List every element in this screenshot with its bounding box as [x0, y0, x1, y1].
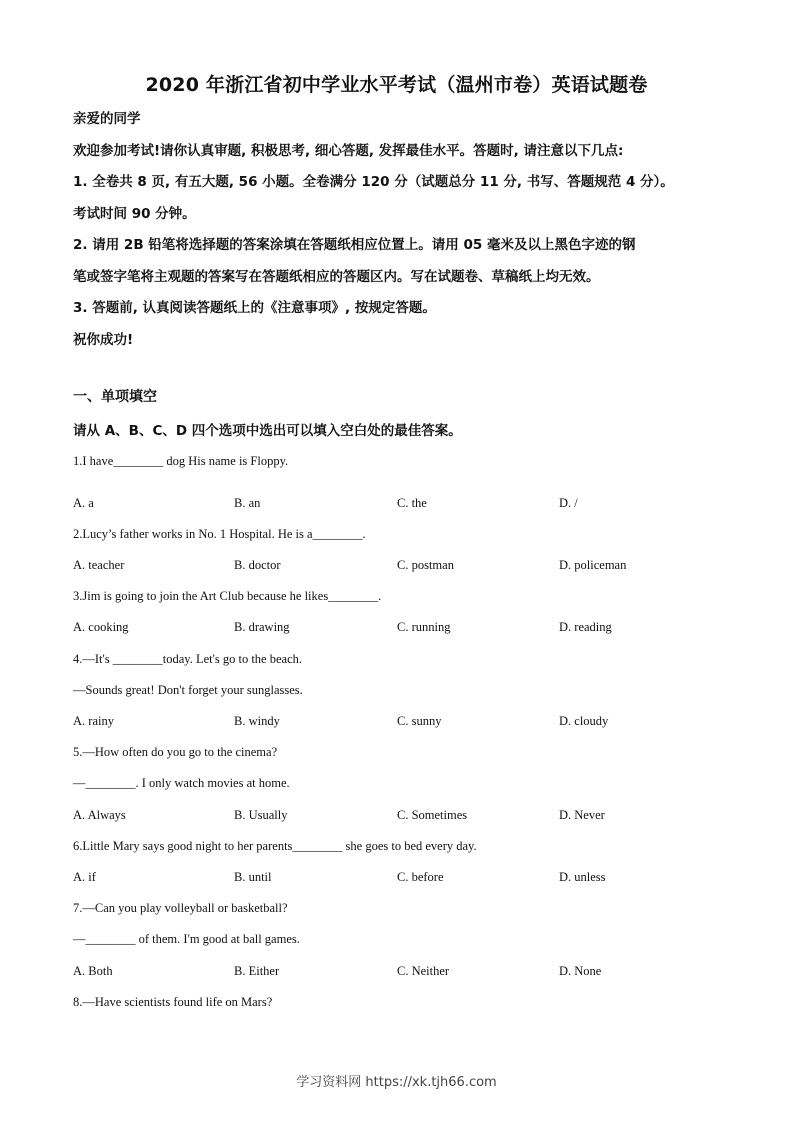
question-7-stem: 7.—Can you play volleyball or basketball?: [73, 901, 288, 915]
question-5-stem: 5.—How often do you go to the cinema?: [73, 745, 278, 759]
question-4-stem: 4.—It's ________today. Let's go to the beach.: [73, 652, 302, 666]
question-3-option-d: D. reading: [559, 620, 612, 634]
question-5-stem: —________. I only watch movies at home.: [73, 776, 290, 790]
question-1-option-c: C. the: [397, 496, 427, 510]
question-4-option-c: C. sunny: [397, 714, 442, 728]
question-5-option-a: A. Always: [73, 808, 126, 822]
intro-line: 3. 答题前, 认真阅读答题纸上的《注意事项》, 按规定答题。: [73, 300, 436, 316]
intro-greeting: 亲爱的同学: [73, 111, 141, 127]
question-2-stem: 2.Lucy’s father works in No. 1 Hospital. He is a________.: [73, 527, 366, 541]
question-7-option-a: A. Both: [73, 964, 113, 978]
question-4-option-d: D. cloudy: [559, 714, 609, 728]
question-2-option-d: D. policeman: [559, 558, 627, 572]
question-8-stem: 8.—Have scientists found life on Mars?: [73, 995, 273, 1009]
question-7-option-b: B. Either: [234, 964, 280, 978]
intro-closing: 祝你成功!: [73, 331, 134, 348]
question-2-option-c: C. postman: [397, 558, 454, 572]
question-6-stem: 6.Little Mary says good night to her parents________ she goes to bed every day.: [73, 839, 477, 853]
section-title: 一、单项填空: [73, 389, 157, 405]
question-7-option-d: D. None: [559, 964, 602, 978]
question-6-option-c: C. before: [397, 870, 444, 884]
question-4-option-a: A. rainy: [73, 714, 114, 728]
question-4-option-b: B. windy: [234, 714, 280, 728]
intro-line: 2. 请用 2B 铅笔将选择题的答案涂填在答题纸相应位置上。请用 05 毫米及以上黑色字迹的钢: [73, 237, 636, 253]
intro-line: 欢迎参加考试!请你认真审题, 积极思考, 细心答题, 发挥最佳水平。答题时, 请注意以下几点:: [73, 142, 624, 159]
question-5-option-c: C. Sometimes: [397, 808, 468, 822]
intro-line: 1. 全卷共 8 页, 有五大题, 56 小题。全卷满分 120 分（试题总分 11 分, 书写、答题规范 4 分）。: [73, 174, 674, 190]
question-6-option-a: A. if: [73, 870, 96, 884]
question-1-option-a: A. a: [73, 496, 94, 510]
question-3-option-c: C. running: [397, 620, 451, 634]
question-5-option-b: B. Usually: [234, 808, 288, 822]
question-3-stem: 3.Jim is going to join the Art Club because he likes________.: [73, 589, 382, 603]
question-1-option-d: D. /: [559, 496, 578, 510]
section-instruction: 请从 A、B、C、D 四个选项中选出可以填入空白处的最佳答案。: [73, 423, 462, 439]
question-7-stem: —________ of them. I'm good at ball games.: [73, 932, 300, 946]
exam-title: 2020 年浙江省初中学业水平考试（温州市卷）英语试题卷: [145, 74, 648, 96]
intro-block: [73, 104, 733, 356]
question-4-stem: —Sounds great! Don't forget your sunglasses.: [73, 683, 303, 697]
question-2-option-a: A. teacher: [73, 558, 125, 572]
footer-watermark: 学习资料网 https://xk.tjh66.com: [296, 1075, 497, 1090]
question-3-option-b: B. drawing: [234, 620, 290, 634]
question-1-stem: 1.I have________ dog His name is Floppy.: [73, 454, 289, 468]
intro-line: 笔或签字笔将主观题的答案写在答题纸相应的答题区内。写在试题卷、草稿纸上均无效。: [73, 268, 600, 285]
question-3-option-a: A. cooking: [73, 620, 129, 634]
question-7-option-c: C. Neither: [397, 964, 450, 978]
question-2-option-b: B. doctor: [234, 558, 281, 572]
intro-line: 考试时间 90 分钟。: [73, 205, 196, 222]
question-1-option-b: B. an: [234, 496, 261, 510]
question-6-option-d: D. unless: [559, 870, 606, 884]
question-5-option-d: D. Never: [559, 808, 605, 822]
question-6-option-b: B. until: [234, 870, 272, 884]
